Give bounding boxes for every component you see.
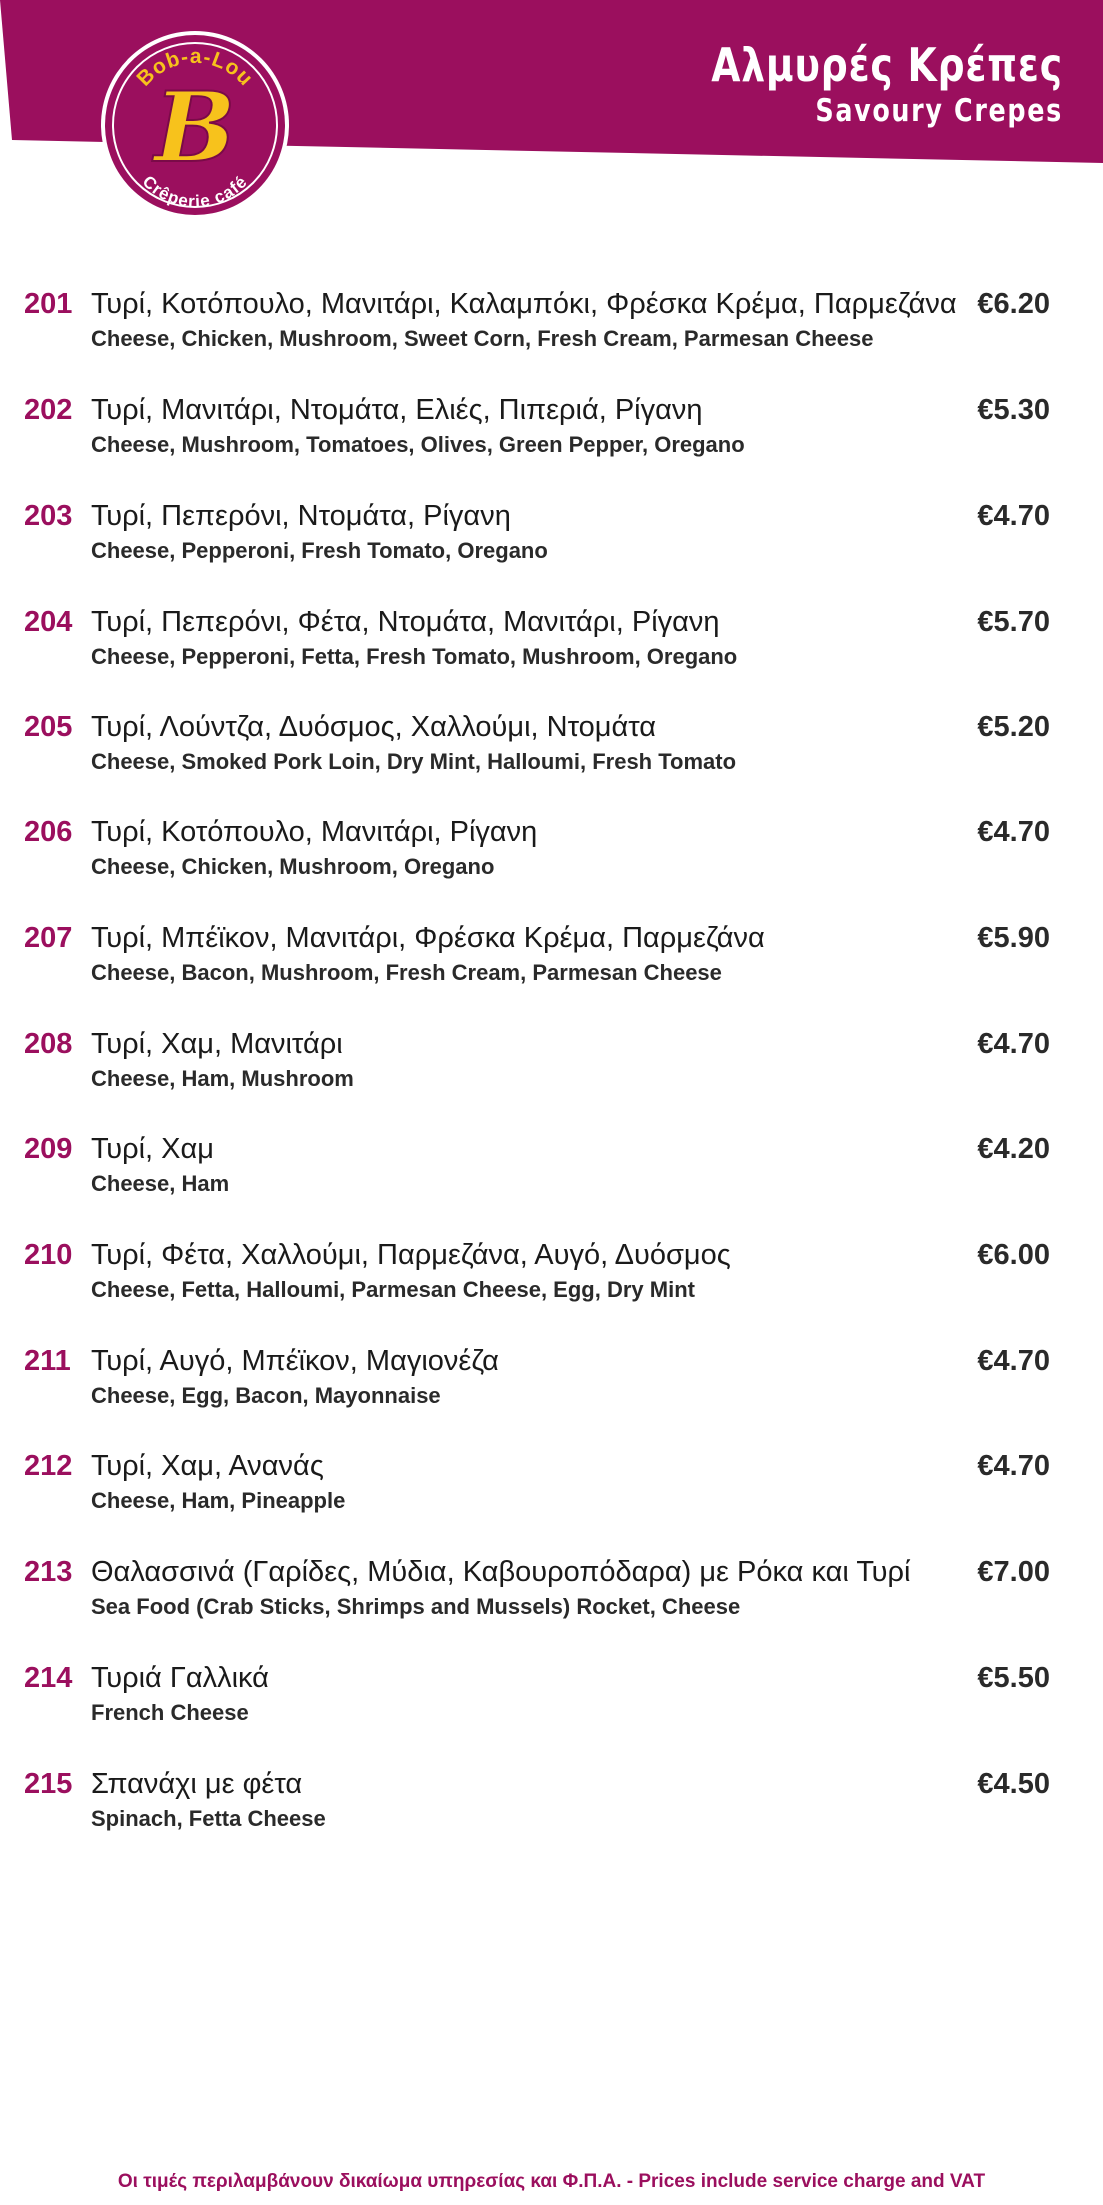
item-name-english: Cheese, Chicken, Mushroom, Oregano [91,854,495,879]
item-code: 202 [24,394,73,426]
item-name-greek: Τυρί, Κοτόπουλο, Μανιτάρι, Καλαμπόκι, Φρέσκα Κρέμα, Παρμεζάνα [91,288,957,320]
menu-item [0,1343,1103,1433]
item-name-greek: Τυρί, Αυγό, Μπέϊκον, Μαγιονέζα [91,1345,499,1377]
item-code: 213 [24,1556,73,1588]
item-name-greek: Τυρί, Μπέϊκον, Μανιτάρι, Φρέσκα Κρέμα, Παρμεζάνα [91,922,765,954]
bob-a-lou-logo [95,25,295,225]
item-name-greek: Τυρί, Πεπερόνι, Φέτα, Ντομάτα, Μανιτάρι, Ρίγανη [91,606,720,638]
item-name-english: Cheese, Ham [91,1171,230,1196]
item-name-greek: Τυρί, Χαμ, Ανανάς [91,1450,324,1482]
item-code: 211 [24,1345,71,1377]
item-price: €5.50 [977,1662,1050,1694]
item-code: 215 [24,1768,73,1800]
svg-text:Bob-a-Lou: Bob-a-Lou [132,44,258,91]
item-code: 210 [24,1239,73,1271]
item-name-greek: Τυρί, Λούντζα, Δυόσμος, Χαλλούμι, Ντομάτα [91,711,657,743]
item-name-greek: Τυρί, Κοτόπουλο, Μανιτάρι, Ρίγανη [91,816,538,848]
menu-item [0,1237,1103,1327]
item-name-greek: Σπανάχι με φέτα [91,1768,303,1800]
item-code: 214 [24,1662,73,1694]
item-name-english: Cheese, Pepperoni, Fresh Tomato, Oregano [91,538,548,563]
item-name-english: Cheese, Chicken, Mushroom, Sweet Corn, Fresh Cream, Parmesan Cheese [91,326,874,351]
item-name-english: Cheese, Ham, Mushroom [91,1066,354,1091]
item-price: €5.70 [977,606,1050,638]
item-price: €6.20 [977,288,1050,320]
menu-item [0,604,1103,694]
item-price: €4.70 [977,1028,1050,1060]
menu-item [0,1554,1103,1644]
item-code: 204 [24,606,73,638]
item-code: 208 [24,1028,73,1060]
item-name-greek: Θαλασσινά (Γαρίδες, Μύδια, Καβουροπόδαρα) με Ρόκα και Τυρί [91,1556,911,1588]
item-price: €5.90 [977,922,1050,954]
section-title-greek: Αλμυρές Κρέπες [711,38,1063,92]
item-price: €4.50 [977,1768,1050,1800]
item-price: €7.00 [977,1556,1050,1588]
menu-item [0,498,1103,588]
item-code: 207 [24,922,73,954]
item-price: €4.70 [977,816,1050,848]
item-name-greek: Τυρί, Μανιτάρι, Ντομάτα, Ελιές, Πιπεριά, Ρίγανη [91,394,703,426]
item-name-english: Sea Food (Crab Sticks, Shrimps and Mussels) Rocket, Cheese [91,1594,741,1619]
item-code: 203 [24,500,73,532]
menu-item [0,1766,1103,1856]
item-name-english: Cheese, Mushroom, Tomatoes, Olives, Green Pepper, Oregano [91,432,745,457]
item-price: €4.70 [977,1450,1050,1482]
logo-letter: B [154,71,236,184]
item-name-english: Cheese, Ham, Pineapple [91,1488,346,1513]
svg-text:Crêperie café: Crêperie café [138,171,252,212]
menu-item [0,286,1103,376]
item-code: 209 [24,1133,73,1165]
item-name-english: Spinach, Fetta Cheese [91,1806,326,1831]
menu-item [0,709,1103,799]
item-name-greek: Τυρί, Χαμ [91,1133,214,1165]
menu-item [0,920,1103,1010]
item-name-greek: Τυρί, Χαμ, Μανιτάρι [91,1028,343,1060]
item-code: 205 [24,711,73,743]
menu-item [0,1660,1103,1750]
item-name-english: Cheese, Egg, Bacon, Mayonnaise [91,1383,441,1408]
item-name-greek: Τυριά Γαλλικά [91,1662,269,1694]
item-name-english: French Cheese [91,1700,249,1725]
item-price: €4.70 [977,500,1050,532]
item-price: €5.20 [977,711,1050,743]
footer-note: Οι τιμές περιλαμβάνουν δικαίωμα υπηρεσίας και Φ.Π.Α. - Prices include service charge and VAT [117,2171,986,2192]
item-price: €5.30 [977,394,1050,426]
menu-item [0,1026,1103,1116]
item-name-english: Cheese, Smoked Pork Loin, Dry Mint, Halloumi, Fresh Tomato [91,749,737,774]
item-price: €4.70 [977,1345,1050,1377]
item-name-english: Cheese, Pepperoni, Fetta, Fresh Tomato, Mushroom, Oregano [91,644,738,669]
menu-item [0,1448,1103,1538]
item-name-greek: Τυρί, Φέτα, Χαλλούμι, Παρμεζάνα, Αυγό, Δυόσμος [91,1239,731,1271]
menu-item [0,814,1103,904]
item-name-english: Cheese, Fetta, Halloumi, Parmesan Cheese, Egg, Dry Mint [91,1277,695,1302]
item-code: 206 [24,816,73,848]
menu-item [0,392,1103,482]
item-price: €4.20 [977,1133,1050,1165]
item-code: 201 [24,288,73,320]
menu-section-title [634,38,1063,130]
logo-icon [95,25,295,225]
item-code: 212 [24,1450,73,1482]
item-name-english: Cheese, Bacon, Mushroom, Fresh Cream, Parmesan Cheese [91,960,722,985]
item-price: €6.00 [977,1239,1050,1271]
item-name-greek: Τυρί, Πεπερόνι, Ντομάτα, Ρίγανη [91,500,511,532]
menu-item [0,1131,1103,1221]
section-title-english: Savoury Crepes [815,93,1063,129]
